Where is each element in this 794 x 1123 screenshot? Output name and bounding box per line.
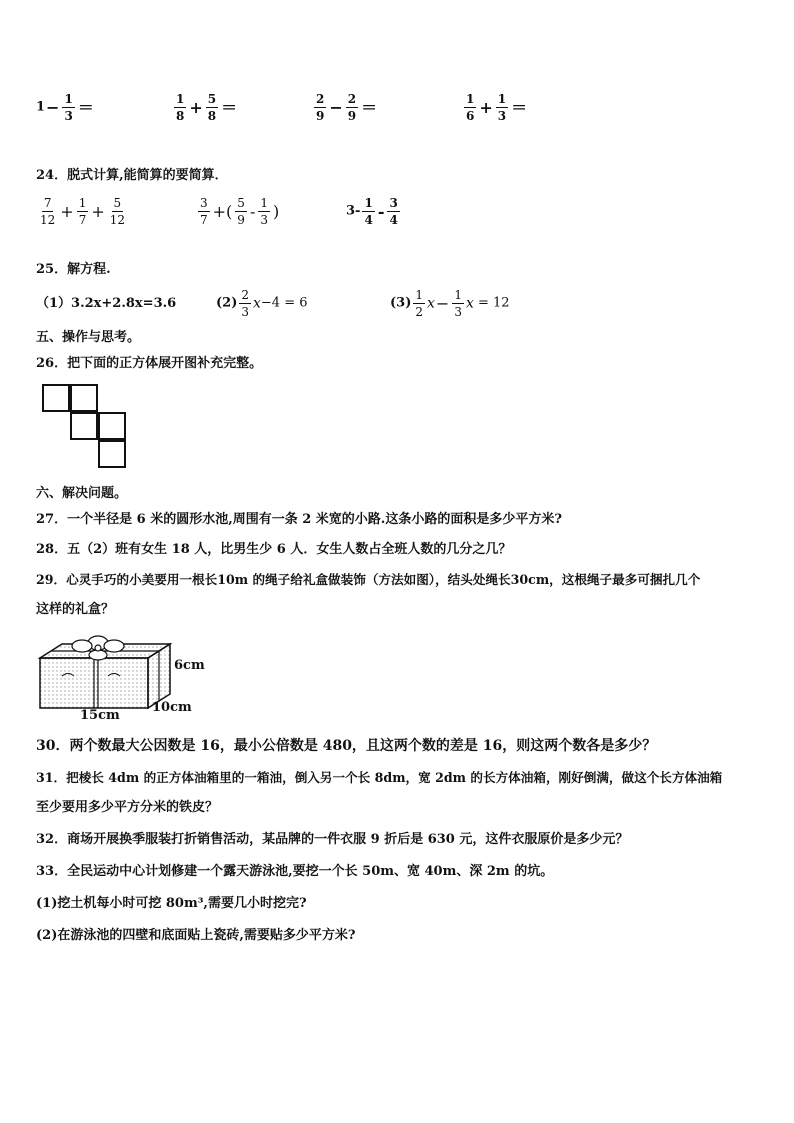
question-29-line-1: 29．心灵手巧的小美要用一根长10m 的绳子给礼盒做装饰（方法如图），结头处绳长30cm，这根绳子最多可捆扎几个 — [36, 572, 701, 587]
q24-expr-1: $\frac{7}{12}$ + $\frac{1}{7}$ + $\frac{5}{12}$ — [40, 196, 126, 227]
question-31-line-2: 至少要用多少平方分米的铁皮？ — [36, 800, 219, 815]
section-6-heading: 六、解决问题。 — [36, 486, 128, 501]
expr-1-minus-one-third: 1− $\frac{1}{3}$ ＝ — [36, 92, 94, 123]
q25-equation-2: (2) $\frac{2}{3}$ x−4 = 6 — [216, 288, 308, 319]
question-25-title: 25．解方程. — [36, 262, 111, 277]
question-33-sub-1: (1)挖土机每小时可挖 80m³,需要几小时挖完? — [36, 896, 307, 911]
gift-box-drawing — [36, 630, 236, 722]
question-33-sub-2: (2)在游泳池的四壁和底面贴上瓷砖,需要贴多少平方米? — [36, 928, 356, 943]
q24-expr-3: 3- $\frac{1}{4}$ - $\frac{3}{4}$ — [346, 196, 398, 227]
question-33-line-1: 33．全民运动中心计划修建一个露天游泳池,要挖一个长 50m、宽 40m、深 2m 的坑。 — [36, 864, 554, 879]
question-26: 26．把下面的正方体展开图补充完整。 — [36, 356, 263, 371]
question-31-line-1: 31．把棱长 4dm 的正方体油箱里的一箱油，倒入另一个长 8dm，宽 2dm 的长方体油箱，刚好倒满，做这个长方体油箱 — [36, 770, 723, 785]
question-27: 27．一个半径是 6 米的圆形水池,周围有一条 2 米宽的小路.这条小路的面积是多少平方米? — [36, 512, 562, 527]
question-24-title: 24．脱式计算,能简算的要简算． — [36, 168, 228, 183]
question-29-line-2: 这样的礼盒？ — [36, 602, 115, 617]
net-square — [70, 412, 98, 440]
net-square — [98, 440, 126, 468]
box-height-label: 6cm — [174, 658, 205, 673]
q25-equation-3: (3) $\frac{1}{2}$ x− $\frac{1}{3}$ x = 12 — [390, 288, 510, 319]
expr-two-ninths-minus-two-ninths: $\frac{2}{9}$ − $\frac{2}{9}$ ＝ — [316, 92, 378, 123]
net-square — [42, 384, 70, 412]
gift-box-figure — [36, 630, 236, 722]
expr-one-sixth-plus-one-third: $\frac{1}{6}$ + $\frac{1}{3}$ ＝ — [466, 92, 528, 123]
question-32: 32．商场开展换季服装打折销售活动，某品牌的一件衣服 9 折后是 630 元，这件衣服原价是多少元？ — [36, 832, 629, 847]
q25-equation-1: （1）3.2x+2.8x=3.6 — [36, 296, 177, 311]
cube-net-figure — [42, 384, 132, 476]
box-width-label: 10cm — [152, 700, 192, 715]
q24-expr-2: $\frac{3}{7}$ +( $\frac{5}{9}$ - $\frac{1}{3}$ ) — [200, 196, 280, 227]
net-square — [70, 384, 98, 412]
net-square — [98, 412, 126, 440]
section-5-heading: 五、操作与思考。 — [36, 330, 141, 345]
question-28: 28．五（2）班有女生 18 人，比男生少 6 人．女生人数占全班人数的几分之几？ — [36, 542, 512, 557]
expr-one-eighth-plus-five-eighths: $\frac{1}{8}$ + $\frac{5}{8}$ ＝ — [176, 92, 238, 123]
question-30: 30．两个数最大公因数是 16，最小公倍数是 480，且这两个数的差是 16，则这两个数各是多少？ — [36, 738, 657, 754]
box-length-label: 15cm — [80, 708, 120, 723]
